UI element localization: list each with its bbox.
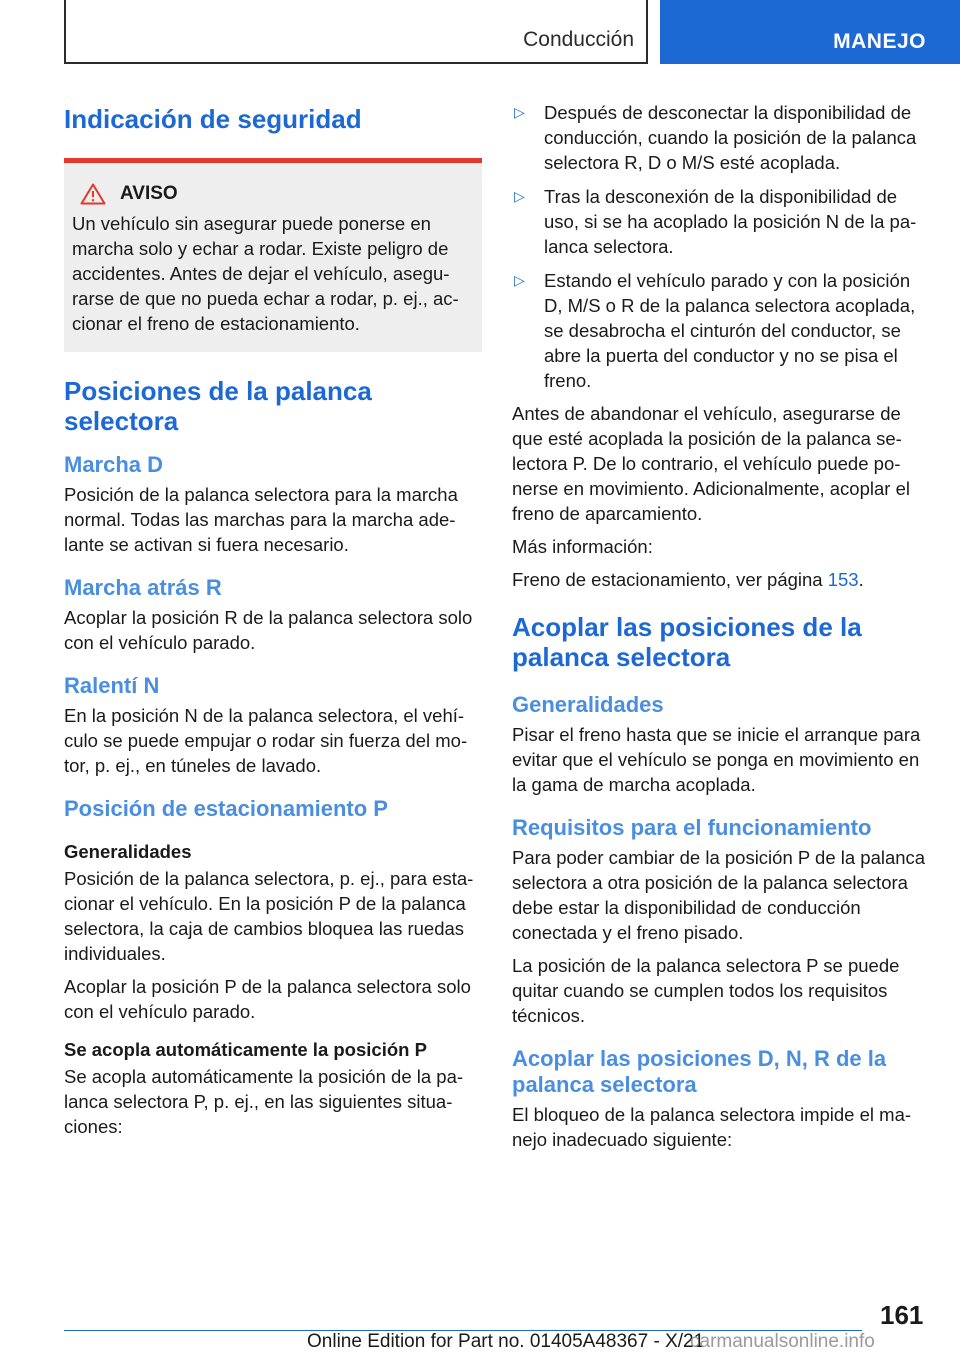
footer-edition: Online Edition for Part no. 01405A48367 - X/21 xyxy=(307,1331,705,1352)
right-column xyxy=(512,100,926,1152)
dnr-text: El bloqueo de la palanca selectora impide el manejo inadecuado siguiente: xyxy=(512,1104,912,1150)
reference-line xyxy=(512,567,926,592)
watermark: carmanualsonline.info xyxy=(690,1331,875,1352)
list-item xyxy=(512,100,926,175)
leave-vehicle-text: Antes de abandonar el vehículo, asegurarse de que esté acoplada la posición de la palanca selectora P. De lo contrario, el vehículo puede ponerse en movimiento. Adicionalmente, acoplar el freno de aparcamiento. xyxy=(512,403,910,524)
warning-header xyxy=(72,183,472,205)
park-general-text-1: Posición de la palanca selectora, p. ej., para estacionar el vehículo. En la posición P de la palanca selectora, la caja de cambios bloquea las ruedas individuales. xyxy=(64,868,474,964)
park-title: Posición de estacionamiento P xyxy=(64,796,388,821)
warning-text: Un vehículo sin asegurar puede ponerse en marcha solo y echar a rodar. Existe peligro de accidentes. Antes de dejar el vehículo, asegurarse de que no pueda echar a rodar, p. ej., accionar el freno de estacionamiento. xyxy=(72,213,459,334)
auto-park-title: Se acopla automáticamente la posición P xyxy=(64,1039,427,1060)
left-column xyxy=(64,100,482,1139)
reference-text: Freno de estacionamiento, ver página xyxy=(512,569,823,590)
safety-title: Indicación de seguridad xyxy=(64,104,362,134)
warning-triangle-icon xyxy=(80,183,106,205)
list-item-text: Tras la desconexión de la disponibilidad de uso, si se ha acoplado la posición N de la palanca selectora. xyxy=(544,186,917,257)
drive-text: Posición de la palanca selectora para la marcha normal. Todas las marchas para la marcha adelante se activan si fuera necesario. xyxy=(64,484,458,555)
requirements-text-2: La posición de la palanca selectora P se puede quitar cuando se cumplen todos los requisitos técnicos. xyxy=(512,955,900,1026)
general-text: Pisar el freno hasta que se inicie el arranque para evitar que el vehículo se ponga en movimiento en la gama de marcha acoplada. xyxy=(512,724,921,795)
page-number: 161 xyxy=(880,1300,924,1330)
warning-box xyxy=(64,158,482,352)
dnr-title: Acoplar las posiciones D, N, R de la palanca selectora xyxy=(512,1046,887,1097)
neutral-title: Ralentí N xyxy=(64,673,160,698)
reverse-title: Marcha atrás R xyxy=(64,575,222,600)
header-chapter-tab: MANEJO xyxy=(660,0,960,64)
engage-title: Acoplar las posiciones de la palanca selectora xyxy=(512,612,862,672)
park-general-text-2: Acoplar la posición P de la palanca selectora solo con el vehículo parado. xyxy=(64,976,471,1022)
header-section-box xyxy=(64,0,648,64)
list-item-text: Estando el vehículo parado y con la posición D, M/S o R de la palanca selectora acoplada, se desabrocha el cinturón del conductor, se abre la puerta del conductor y no se pisa el freno. xyxy=(544,270,916,391)
list-item-text: Después de desconectar la disponibilidad de conducción, cuando la posición de la palanca selectora R, D o M/S esté acoplada. xyxy=(544,102,917,173)
requirements-title: Requisitos para el funcionamiento xyxy=(512,815,872,840)
triangle-bullet-icon: ▷ xyxy=(514,272,525,288)
list-item xyxy=(512,268,926,393)
list-item xyxy=(512,184,926,259)
triangle-bullet-icon: ▷ xyxy=(514,104,525,120)
more-info-label: Más información: xyxy=(512,536,653,557)
requirements-text-1: Para poder cambiar de la posición P de la palanca selectora a otra posición de la palanca selectora debe estar la disponibilidad de conducción conectada y el freno pisado. xyxy=(512,847,926,943)
positions-title: Posiciones de la palanca selectora xyxy=(64,376,372,436)
warning-label: AVISO xyxy=(120,183,178,204)
general-title: Generalidades xyxy=(512,692,664,717)
triangle-bullet-icon: ▷ xyxy=(514,188,525,204)
page-reference-link[interactable]: 153 xyxy=(827,569,859,590)
reverse-text: Acoplar la posición R de la palanca selectora solo con el vehículo parado. xyxy=(64,607,473,653)
park-general-title: Generalidades xyxy=(64,841,192,862)
reference-period: . xyxy=(858,569,864,590)
neutral-text: En la posición N de la palanca selectora, el vehículo se puede empujar o rodar sin fuerza del motor, p. ej., en túneles de lavado. xyxy=(64,705,468,776)
drive-title: Marcha D xyxy=(64,452,164,477)
header-section-title: Conducción xyxy=(523,28,634,51)
auto-park-text: Se acopla automáticamente la posición de la palanca selectora P, p. ej., en las siguientes situaciones: xyxy=(64,1066,464,1137)
